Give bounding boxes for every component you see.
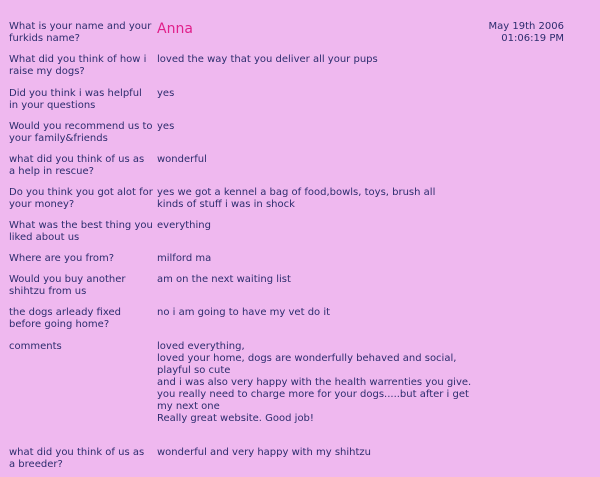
question: What did you think of how i raise my dogs?	[9, 54, 147, 77]
time-text: 01:06:19 PM	[501, 33, 564, 44]
question: what did you think of us as a help in rescue?	[9, 154, 145, 177]
answer: loved the way that you deliver all your pups	[157, 54, 378, 65]
timestamp	[489, 21, 564, 45]
question: the dogs arleady fixed before going home?	[9, 307, 121, 330]
answer: wonderful and very happy with my shihtzu	[157, 447, 371, 458]
question: Would you recommend us to your family&friends	[9, 121, 153, 144]
answer: yes we got a kennel a bag of food,bowls, toys, brush all kinds of stuff i was in shock	[157, 187, 436, 210]
answer: loved everything, loved your home, dogs are wonderfully behaved and social, playful so cute and i was also very happy with the health warrenties you give. you really need to charge more for your dogs.....but after i get my next one Really great website. Good job!	[157, 341, 472, 424]
question: What was the best thing you liked about us	[9, 220, 153, 243]
answer: milford ma	[157, 253, 212, 264]
customer-name: Anna	[157, 21, 193, 37]
question: what did you think of us as a breeder?	[9, 447, 145, 470]
answer: everything	[157, 220, 211, 231]
answer: yes	[157, 88, 175, 99]
question: Where are you from?	[9, 253, 115, 264]
answer: wonderful	[157, 154, 207, 165]
question: Do you think you got alot for your money?	[9, 187, 153, 210]
question: Did you think i was helpful in your questions	[9, 88, 142, 111]
answer: no i am going to have my vet do it	[157, 307, 331, 318]
question-name: What is your name and your furkids name?	[9, 21, 152, 44]
date-text: May 19th 2006	[488, 21, 564, 32]
answer: yes	[157, 121, 175, 132]
question: comments	[9, 341, 62, 352]
question: Would you buy another shihtzu from us	[9, 274, 126, 297]
answer: am on the next waiting list	[157, 274, 291, 285]
